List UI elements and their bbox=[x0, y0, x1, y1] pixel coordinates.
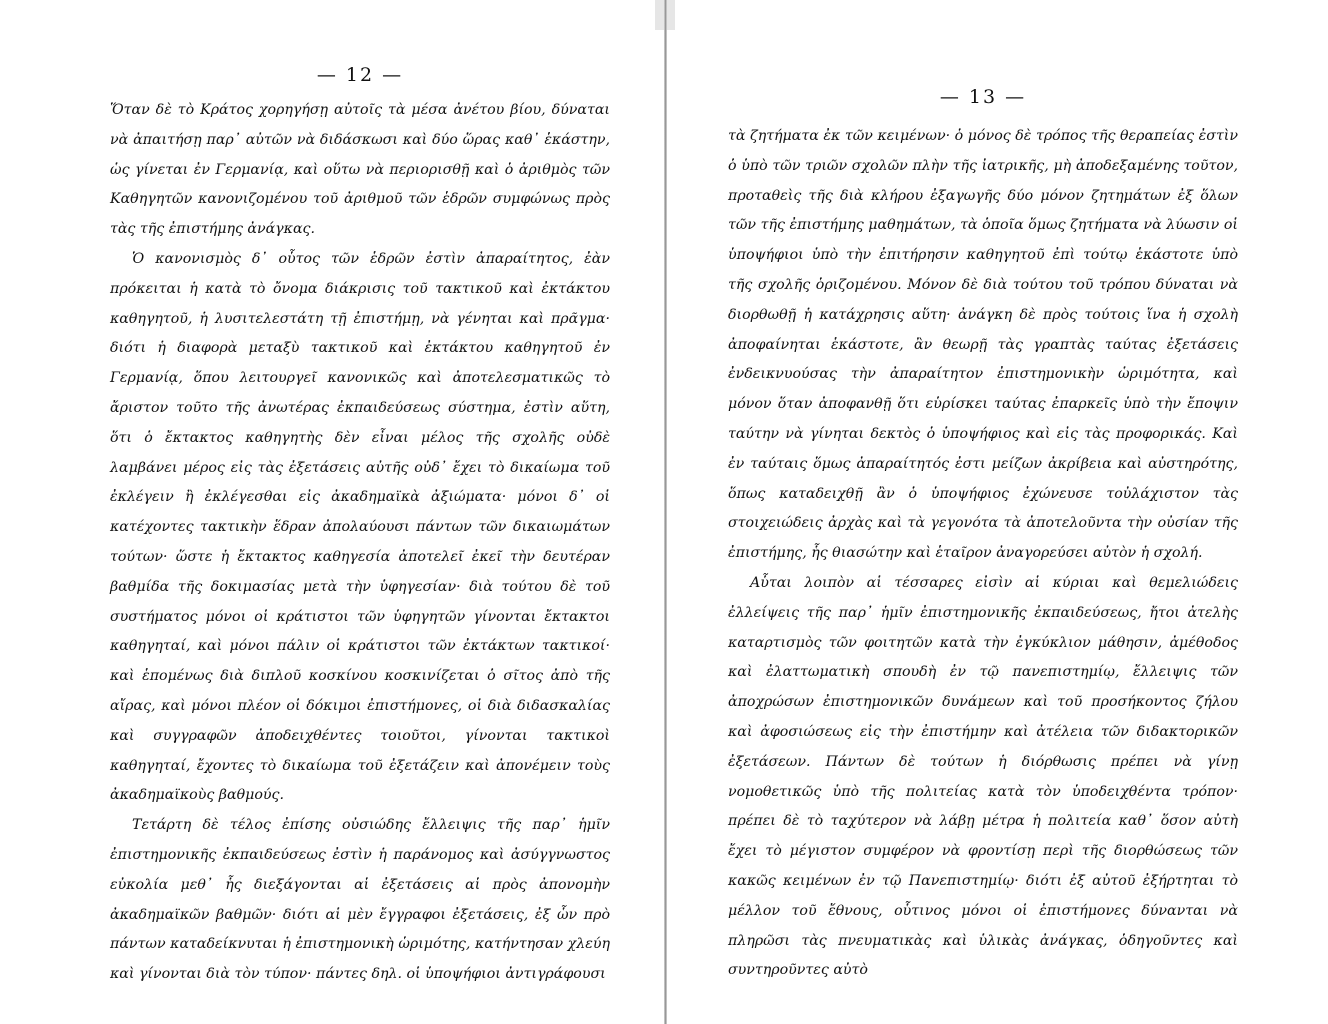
right-page-text bbox=[728, 122, 1238, 986]
page-gutter bbox=[664, 0, 667, 1024]
right-paragraph-1: τὰ ζητήματα ἐκ τῶν κειμένων· ὁ μόνος δὲ τρόπος τῆς θεραπείας ἐστὶν ὁ ὑπὸ τῶν τριῶν σχολῶν πλὴν τῆς ἰατρικῆς, μὴ ἀποδεξαμένης τοῦτον, προταθεὶς τῆς διὰ κλήρου ἐξαγωγῆς δύο μόνον ζητημάτων ἐξ ὅλων τῶν τῆς ἐπιστήμης μαθημάτων, τὰ ὁποῖα ὅμως ζητήματα νὰ λύωσιν οἱ ὑποψήφιοι ὑπὸ τὴν ἐπιτήρησιν καθηγητοῦ ἐπὶ τούτῳ ἑκάστοτε ὑπὸ τῆς σχολῆς ὁριζομένου. Μόνον δὲ διὰ τούτου τοῦ τρόπου δύναται νὰ διορθωθῇ ἡ κατάχρησις αὕτη· ἀνάγκη δὲ πρὸς τούτοις ἵνα ἡ σχολὴ ἀποφαίνηται ἑκάστοτε, ἂν θεωρῇ τὰς γραπτὰς ταύτας ἐξετάσεις ἐνδεικνυούσας τὴν ἀπαραίτητον ἐπιστημονικὴν ὡριμότητα, καὶ μόνον ὅταν ἀποφανθῇ ὅτι εὑρίσκει ταύτας ἐπαρκεῖς ὑπὸ τὴν ἔποψιν ταύτην νὰ γίνηται δεκτὸς ὁ ὑποψήφιος καὶ εἰς τὰς προφορικάς. Καὶ ἐν ταύταις ὅμως ἀπαραίτητός ἐστι μείζων ἀκρίβεια καὶ αὐστηρότης, ὅπως καταδειχθῇ ἂν ὁ ὑποψήφιος ἐχώνευσε τοὐλάχιστον τὰς στοιχειώδεις ἀρχὰς καὶ τὰ γεγονότα τὰ ἀποτελοῦντα τὴν οὐσίαν τῆς ἐπιστήμης, ἧς θιασώτην καὶ ἑταῖρον ἀναγορεύσει αὐτὸν ἡ σχολή. bbox=[728, 128, 1238, 562]
right-paragraph-2: Αὗται λοιπὸν αἱ τέσσαρες εἰσὶν αἱ κύριαι καὶ θεμελιώδεις ἐλλείψεις τῆς παρ᾽ ἡμῖν ἐπιστημονικῆς ἐκπαιδεύσεως, ἤτοι ἀτελὴς καταρτισμὸς τῶν φοιτητῶν κατὰ τὴν ἐγκύκλιον μάθησιν, ἀμέθοδος καὶ ἐλαττωματικὴ σπουδὴ ἐν τῷ πανεπιστημίῳ, ἔλλειψις τῶν ἀποχρώσων ἐπιστημονικῶν δυνάμεων καὶ τοῦ προσήκοντος ζήλου καὶ ἀφοσιώσεως εἰς τὴν ἐπιστήμην καὶ ἀτέλεια τῶν διδακτορικῶν ἐξετάσεων. Πάντων δὲ τούτων ἡ διόρθωσις πρέπει νὰ γίνῃ νομοθετικῶς ὑπὸ τῆς πολιτείας κατὰ τὸν ὑποδειχθέντα τρόπον· πρέπει δὲ τὸ ταχύτερον νὰ λάβῃ μέτρα ἡ πολιτεία καθ᾽ ὅσον αὐτὴ ἔχει τὸ μέγιστον συμφέρον νὰ φροντίσῃ περὶ τῆς διορθώσεως τῶν κακῶς κειμένων ἐν τῷ Πανεπιστημίῳ· διότι ἐξ αὐτοῦ ἐξήρτηται τὸ μέλλον τοῦ ἔθνους, οὗτινος μόνοι οἱ ἐπιστήμονες δύνανται νὰ πληρῶσι τὰς πνευματικὰς καὶ ὑλικὰς ἀνάγκας, ὁδηγοῦντες καὶ συντηροῦντες αὐτὸ bbox=[728, 574, 1238, 979]
left-paragraph-3: Τετάρτη δὲ τέλος ἐπίσης οὐσιώδης ἔλλειψις τῆς παρ᾽ ἡμῖν ἐπιστημονικῆς ἐκπαιδεύσεως ἐστὶν ἡ παράνομος καὶ ἀσύγγνωστος εὐκολία μεθ᾽ ἧς διεξάγονται αἱ ἐξετάσεις αἱ πρὸς ἀπονομὴν ἀκαδημαϊκῶν βαθμῶν· διότι αἱ μὲν ἔγγραφοι ἐξετάσεις, ἐξ ὧν πρὸ πάντων καταδείκνυται ἡ ἐπιστημονικὴ ὡριμότης, κατήντησαν χλεύη καὶ γίνονται διὰ τὸν τύπον· πάντες δηλ. οἱ ὑποψήφιοι ἀντιγράφουσι bbox=[110, 817, 610, 983]
right-page bbox=[728, 0, 1238, 1024]
left-paragraph-1: Ὅταν δὲ τὸ Κράτος χορηγήσῃ αὐτοῖς τὰ μέσα ἀνέτου βίου, δύναται νὰ ἀπαιτήσῃ παρ᾽ αὐτῶν νὰ διδάσκωσι καὶ δύο ὥρας καθ᾽ ἑκάστην, ὡς γίνεται ἐν Γερμανίᾳ, καὶ οὕτω νὰ περιορισθῇ καὶ ὁ ἀριθμὸς τῶν Καθηγητῶν κανονιζομένου τοῦ ἀριθμοῦ τῶν ἑδρῶν συμφώνως πρὸς τὰς τῆς ἐπιστήμης ἀνάγκας. bbox=[110, 102, 610, 238]
left-page bbox=[110, 0, 610, 1024]
left-page-text bbox=[110, 96, 610, 990]
page-number-left: — 12 — bbox=[316, 64, 404, 86]
left-paragraph-2: Ὁ κανονισμὸς δ᾽ οὗτος τῶν ἑδρῶν ἐστὶν ἀπαραίτητος, ἐὰν πρόκειται ἡ κατὰ τὸ ὄνομα διάκρισις τοῦ τακτικοῦ καὶ ἐκτάκτου καθηγητοῦ, ἡ λυσιτελεστάτη τῇ ἐπιστήμῃ, νὰ γένηται καὶ πρᾶγμα· διότι ἡ διαφορὰ μεταξὺ τακτικοῦ καὶ ἐκτάκτου καθηγητοῦ ἐν Γερμανίᾳ, ὅπου λειτουργεῖ κανονικῶς καὶ ἀποτελεσματικῶς τὸ ἄριστον τοῦτο τῆς ἀνωτέρας ἐκπαιδεύσεως σύστημα, ἐστὶν αὕτη, ὅτι ὁ ἔκτακτος καθηγητὴς δὲν εἶναι μέλος τῆς σχολῆς οὐδὲ λαμβάνει μέρος εἰς τὰς ἐξετάσεις αὐτῆς οὐδ᾽ ἔχει τὸ δικαίωμα τοῦ ἐκλέγειν ἢ ἐκλέγεσθαι εἰς ἀκαδημαϊκὰ ἀξιώματα· μόνοι δ᾽ οἱ κατέχοντες τακτικὴν ἕδραν ἀπολαύουσι πάντων τῶν δικαιωμάτων τούτων· ὥστε ἡ ἔκτακτος καθηγεσία ἀποτελεῖ ἐκεῖ τὴν δευτέραν βαθμίδα τῆς δοκιμασίας μετὰ τὴν ὑφηγεσίαν· διὰ τούτου δὲ τοῦ συστήματος μόνοι οἱ κράτιστοι τῶν ὑφηγητῶν γίνονται ἔκτακτοι καθηγηταί, καὶ μόνοι πάλιν οἱ κράτιστοι τῶν ἐκτάκτων τακτικοί· καὶ ἑπομένως διὰ διπλοῦ κοσκίνου κοσκινίζεται ὁ σῖτος ἀπὸ τῆς αἴρας, καὶ μόνοι πλέον οἱ δόκιμοι ἐπιστήμονες, οἱ διὰ διδασκαλίας καὶ συγγραφῶν ἀποδειχθέντες τοιοῦτοι, γίνονται τακτικοὶ καθηγηταί, ἔχοντες τὸ δικαίωμα τοῦ ἐξετάζειν καὶ ἀπονέμειν τοὺς ἀκαδημαϊκοὺς βαθμούς. bbox=[110, 250, 610, 804]
page-number-right: — 13 — bbox=[939, 86, 1027, 108]
